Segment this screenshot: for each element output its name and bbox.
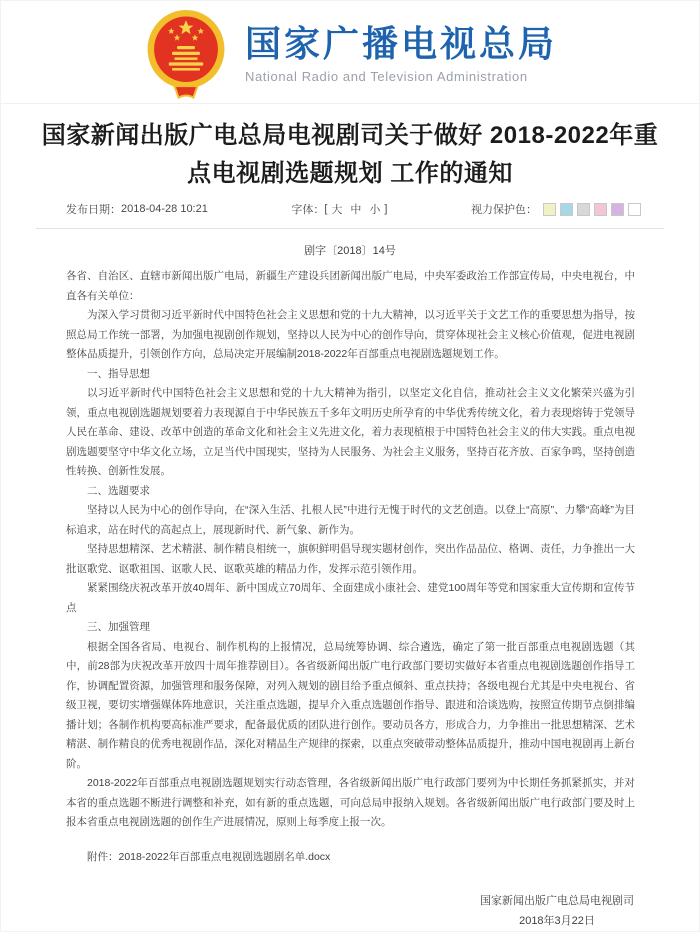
attachment-label: 附件： — [87, 850, 119, 863]
font-size-option-medium[interactable]: 中 — [350, 204, 362, 216]
signature-inner — [480, 891, 634, 931]
eye-protect-color-picker — [471, 201, 641, 217]
body-paragraph: 紧紧围绕庆祝改革开放40周年、新中国成立70周年、全面建成小康社会、建党100周年等党和国家重大宣传期和宣传节点 — [66, 582, 635, 614]
signature-org: 国家新闻出版广电总局电视剧司 — [480, 895, 634, 907]
font-size-option-large[interactable]: 大 — [331, 204, 343, 216]
body-paragraph: 根据全国各省局、电视台、制作机构的上报情况，总局统筹协调、综合遴选，确定了第一批百部重点电视剧选题（其中，前28部为庆祝改革开放四十周年推荐剧目）。各省级新闻出版广电行政部门要切实做好本省重点电视剧选题创作指导工作，协调配置资源，加强管理和服务保障，对列入规划的剧目给予重点倾斜、重点扶持；各级电视台尤其是中央电视台、省级卫视，要切实增强媒体阵地意识，关注重点选题，提早介入重点选题创作指导、跟进和洽谈选购，按照宣传期节点倒排编播计划；各制作机构要高标准严要求，配备最优质的团队进行创作。要动员各方，形成合力，力争推出一批思想精深、艺术精湛、制作精良的优秀电视剧作品，深化对精品生产规律的探索，以重点突破带动整体品质提升，推动中国电视剧再上新台阶。 — [66, 640, 635, 770]
bracket-left: [ — [324, 203, 328, 215]
body-paragraph: 为深入学习贯彻习近平新时代中国特色社会主义思想和党的十九大精神，以习近平关于文艺工作的重要思想为指导，按照总局工作统一部署，为加强电视剧创作规划，坚持以人民为中心的创作导向，贯穿体现社会主义核心价值观，促进电视剧整体品质提升，引领创作方向，总局决定开展编制2018-2022年百部重点电视剧选题规划工作。 — [66, 309, 635, 360]
org-name-english: National Radio and Television Administration — [244, 69, 528, 84]
section-heading: 一、指导思想 — [87, 367, 150, 380]
eye-protect-swatch[interactable] — [628, 203, 641, 216]
org-name-chinese: 国家广播电视总局 — [244, 23, 557, 64]
section-heading: 三、加强管理 — [87, 621, 150, 633]
body-paragraph: 以习近平新时代中国特色社会主义思想和党的十九大精神为指引，以坚定文化自信，推动社会主义文化繁荣兴盛为引领，重点电视剧选题规划要着力表现源自于中华民族五千多年文明历史所孕育的中华优秀传统文化，着力表现熔铸于党领导人民在革命、建设、改革中创造的革命文化和社会主义先进文化，着力表现植根于中国特色社会主义的伟大实践。重点电视剧选题要坚守中华文化立场，立足当代中国现实，坚持为人民服务、为社会主义服务，坚持百花齐放、百家争鸣，坚持创造性转换、创新性发展。 — [66, 387, 635, 477]
font-size-options — [327, 201, 384, 217]
eye-protect-swatch[interactable] — [594, 203, 607, 216]
body-paragraph: 坚持思想精深、艺术精湛、制作精良相统一，旗帜鲜明倡导现实题材创作，突出作品品位、格调、责任，力争推出一大批讴歌党、讴歌祖国、讴歌人民、讴歌英雄的精品力作，发挥示范引领作用。 — [66, 543, 635, 575]
bracket-right: ] — [384, 203, 388, 215]
eye-protect-swatch[interactable] — [611, 203, 624, 216]
publish-date-label: 发布日期： — [66, 204, 121, 216]
meta-row — [66, 201, 641, 217]
font-size-switcher — [291, 201, 387, 217]
attachment-link[interactable]: 2018-2022年百部重点电视剧选题剧名单.docx — [118, 850, 331, 863]
eye-protect-swatch[interactable] — [560, 203, 573, 216]
org-identity — [245, 22, 557, 84]
body-paragraph: 坚持以人民为中心的创作导向，在“深入生活、扎根人民”中进行无愧于时代的文艺创造。以登上“高原”、力攀“高峰”为目标追求，站在时代的高起点上，展现新时代、新气象、新作为。 — [66, 504, 635, 536]
signature-date: 2018年3月22日 — [519, 915, 595, 927]
site-header — [1, 1, 699, 104]
font-size-option-small[interactable]: 小 — [369, 204, 381, 216]
document-number: 剧字〔2018〕14号 — [304, 245, 396, 257]
publish-date-value: 2018-04-28 10:21 — [121, 203, 208, 215]
eye-protect-swatches — [543, 203, 641, 216]
body-paragraph: 2018-2022年百部重点电视剧选题规划实行动态管理，各省级新闻出版广电行政部门要列为中长期任务抓紧抓实，并对本省的重点选题不断进行调整和补充，如有新的重点选题，可向总局申报纳入规划。各省级新闻出版广电行政部门要及时上报本省重点电视剧选题的创作生产进展情况，原则上每季度上报一次。 — [66, 777, 635, 828]
eye-protect-swatch[interactable] — [543, 203, 556, 216]
section-heading: 二、选题要求 — [87, 484, 150, 497]
attachment-line — [66, 848, 635, 868]
signature-block — [1, 891, 634, 931]
page-title: 国家新闻出版广电总局电视剧司关于做好 2018-2022年重点电视剧选题规划 工作的通知 — [41, 122, 659, 187]
body-paragraph: 各省、自治区、直辖市新闻出版广电局，新疆生产建设兵团新闻出版广电局，中央军委政治工作部宣传局，中央电视台，中直各有关单位： — [66, 270, 635, 302]
publish-date — [66, 201, 208, 217]
eye-protect-label: 视力保护色： — [470, 204, 537, 216]
eye-protect-swatch[interactable] — [577, 203, 590, 216]
document-body — [66, 267, 635, 833]
divider — [36, 228, 664, 229]
china-national-emblem-icon — [143, 10, 229, 96]
font-size-label: 字体： — [291, 204, 325, 216]
